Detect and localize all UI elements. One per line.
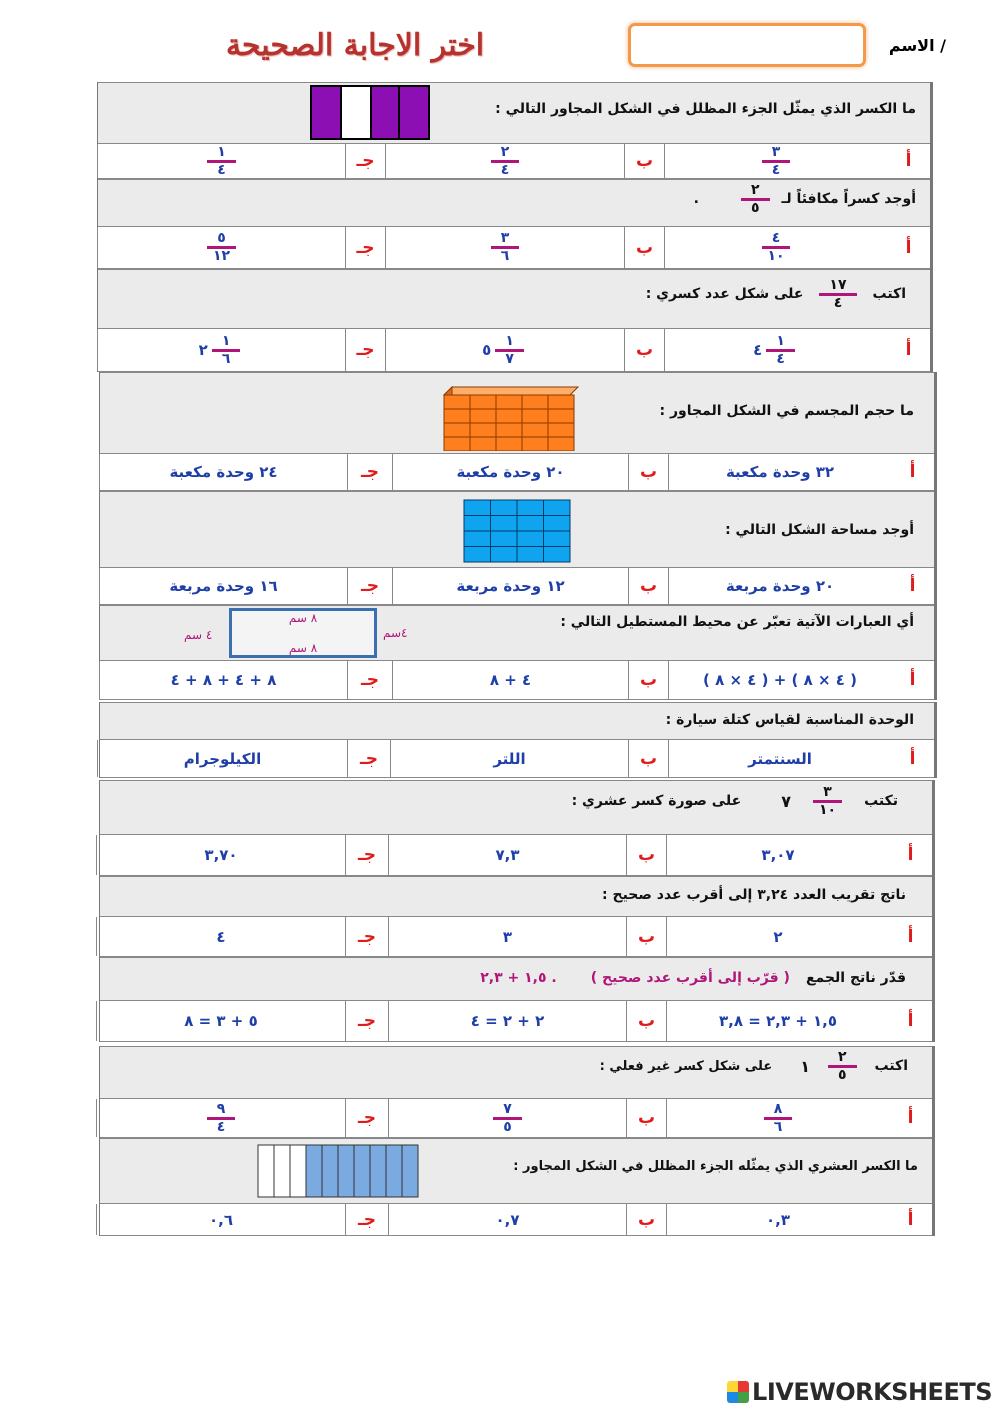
option-a[interactable]: $\frac{٨}{٦}$ xyxy=(666,1099,889,1137)
question-10 xyxy=(100,957,932,1001)
name-label: الاسم / xyxy=(888,36,946,55)
figure-cell xyxy=(290,1145,306,1197)
answers-2 xyxy=(98,227,930,269)
figure-cell xyxy=(386,1145,402,1197)
letter-c: جـ xyxy=(345,329,385,371)
option-c[interactable]: $\frac{٥}{١٢}$ xyxy=(97,227,345,268)
option-a[interactable]: ٢٠ وحدة مربعة xyxy=(668,568,891,604)
figure-cell xyxy=(470,395,496,409)
figure-cell xyxy=(370,1145,386,1197)
area-grid-figure xyxy=(462,498,572,564)
bar-part xyxy=(341,86,371,139)
option-b[interactable]: ٢٠ وحدة مكعبة xyxy=(392,454,628,490)
letter-c: جـ xyxy=(345,1099,388,1137)
question-9 xyxy=(100,876,932,917)
letter-b: ب xyxy=(624,329,664,371)
question-12-text: ما الكسر العشري الذي يمثّله الجزء المظلل في الشكل المجاور : xyxy=(513,1159,918,1174)
option-c[interactable]: $\frac{١}{٦}$ ٢ xyxy=(97,329,345,371)
letter-a: أ xyxy=(907,1209,914,1230)
letter-a: أ xyxy=(907,1011,914,1031)
figure-cell xyxy=(274,1145,290,1197)
letter-a: أ xyxy=(907,1108,914,1128)
option-a[interactable]: $\frac{٣}{٤}$ xyxy=(664,144,887,178)
cuboid-figure xyxy=(438,379,582,451)
rect-right-label: ٤سم xyxy=(383,626,408,640)
letter-b: ب xyxy=(626,1204,666,1235)
question-2-text: أوجد كسراً مكافئاً لـ $\frac{٢}{٥}$ . xyxy=(693,182,916,216)
figure-cell xyxy=(496,395,522,409)
figure-cell xyxy=(522,395,548,409)
question-3 xyxy=(98,269,930,329)
block-2 xyxy=(99,372,937,700)
figure-cell xyxy=(258,1145,274,1197)
option-c[interactable]: ٣,٧٠ xyxy=(96,835,345,875)
letter-c: جـ xyxy=(345,917,388,956)
answers-3 xyxy=(98,329,930,372)
question-8 xyxy=(100,780,932,835)
letter-b: ب xyxy=(628,454,668,490)
letter-c: جـ xyxy=(345,835,388,875)
answers-4 xyxy=(100,454,934,491)
figure-cell xyxy=(517,516,544,532)
question-2 xyxy=(98,179,930,227)
question-4 xyxy=(100,372,934,454)
figure-cell xyxy=(548,437,574,451)
letter-b: ب xyxy=(628,740,668,777)
option-a[interactable]: ١,٥ + ٢,٣ = ٣,٨ xyxy=(666,1001,889,1041)
question-9-text: ناتج تقريب العدد ٣,٢٤ إلى أقرب عدد صحيح : xyxy=(602,887,906,903)
figure-cell xyxy=(522,409,548,423)
figure-cell xyxy=(464,547,491,563)
option-c[interactable]: ٠,٦ xyxy=(96,1204,345,1235)
figure-cell xyxy=(354,1145,370,1197)
option-c[interactable]: الكيلوجرام xyxy=(97,740,347,777)
block-1 xyxy=(97,82,933,372)
figure-cell xyxy=(306,1145,322,1197)
option-a[interactable]: $\frac{١}{٤}$ ٤ xyxy=(664,329,887,371)
letter-a: أ xyxy=(909,748,916,769)
option-b[interactable]: ١٢ وحدة مربعة xyxy=(392,568,628,604)
figure-cell xyxy=(544,516,571,532)
figure-cell xyxy=(464,531,491,547)
block-3 xyxy=(99,702,937,778)
answers-8 xyxy=(100,835,932,876)
option-c[interactable]: ٢٤ وحدة مكعبة xyxy=(99,454,347,490)
letter-b: ب xyxy=(624,144,664,178)
figure-cell xyxy=(544,531,571,547)
option-a[interactable]: ٢ xyxy=(666,917,889,956)
letter-c: جـ xyxy=(347,568,392,604)
letter-b: ب xyxy=(628,661,668,699)
letter-c: جـ xyxy=(345,1204,388,1235)
answers-6 xyxy=(100,661,934,700)
answers-5 xyxy=(100,568,934,605)
figure-cell xyxy=(548,423,574,437)
question-12 xyxy=(100,1138,932,1204)
letter-b: ب xyxy=(626,835,666,875)
figure-cell xyxy=(444,437,470,451)
figure-cell xyxy=(464,500,491,516)
question-11-text: اكتب $\frac{٢}{٥}$ ١ على شكل كسر غير فعلي : xyxy=(599,1049,908,1083)
question-8-text: تكتب $\frac{٣}{١٠}$ ٧ على صورة كسر عشري : xyxy=(571,784,898,818)
worksheet-title: اختر الاجابة الصحيحة xyxy=(225,28,485,63)
letter-a: أ xyxy=(909,462,916,482)
figure-cell xyxy=(522,437,548,451)
figure-cell xyxy=(496,409,522,423)
rect-top-label: ٨ سم xyxy=(288,611,318,625)
question-3-text: اكتب $\frac{١٧}{٤}$ على شكل عدد كسري : xyxy=(645,277,906,311)
bar-part xyxy=(399,86,429,139)
figure-cell xyxy=(491,500,518,516)
question-7-text: الوحدة المناسبة لقياس كتلة سيارة : xyxy=(665,712,914,728)
figure-cell xyxy=(444,423,470,437)
letter-b: ب xyxy=(624,227,664,268)
question-4-text: ما حجم المجسم في الشكل المجاور : xyxy=(659,403,914,419)
rect-left-label: ٤ سم xyxy=(184,628,213,642)
figure-cell xyxy=(491,516,518,532)
figure-cell xyxy=(491,531,518,547)
option-b[interactable]: ٣ xyxy=(388,917,626,956)
figure-cell xyxy=(548,409,574,423)
figure-cell xyxy=(322,1145,338,1197)
rect-bottom-label: ٨ سم xyxy=(288,641,318,655)
question-10-text: قدّر ناتج الجمع ( قرّب إلى أقرب عدد صحيح ) . ١,٥ + ٢,٣ xyxy=(480,970,906,986)
figure-cell xyxy=(517,547,544,563)
figure-cell xyxy=(496,437,522,451)
option-a[interactable]: $\frac{٤}{١٠}$ xyxy=(664,227,887,268)
figure-cell xyxy=(470,409,496,423)
letter-c: جـ xyxy=(345,227,385,268)
name-input[interactable] xyxy=(628,23,866,67)
liveworksheets-logo: LIVEWORKSHEETS xyxy=(727,1378,992,1406)
question-7 xyxy=(100,702,934,740)
answers-10 xyxy=(100,1001,932,1042)
letter-a: أ xyxy=(907,845,914,865)
logo-icon xyxy=(727,1381,749,1403)
figure-cell xyxy=(548,395,574,409)
bar-part xyxy=(371,86,399,139)
area-grid xyxy=(464,500,570,562)
letter-b: ب xyxy=(626,1099,666,1137)
figure-cell xyxy=(522,423,548,437)
decimal-bar xyxy=(258,1145,418,1197)
option-b[interactable]: $\frac{١}{٧}$ ٥ xyxy=(385,329,624,371)
letter-a: أ xyxy=(909,670,916,690)
question-1-text: ما الكسر الذي يمثّل الجزء المظلل في الشكل المجاور التالي : xyxy=(495,101,916,117)
letter-c: جـ xyxy=(347,454,392,490)
bar-part xyxy=(311,86,341,139)
option-b[interactable]: $\frac{٢}{٤}$ xyxy=(385,144,624,178)
answers-1 xyxy=(98,144,930,179)
option-a[interactable]: ٣,٠٧ xyxy=(666,835,889,875)
option-b[interactable]: ٠,٧ xyxy=(388,1204,626,1235)
figure-cell xyxy=(517,500,544,516)
block-5 xyxy=(99,1046,935,1236)
question-11 xyxy=(100,1046,932,1099)
option-b[interactable]: $\frac{٧}{٥}$ xyxy=(388,1099,626,1137)
letter-a: أ xyxy=(905,340,912,360)
block-4 xyxy=(99,780,935,1042)
decimal-bar-figure xyxy=(256,1143,420,1199)
option-c[interactable]: $\frac{١}{٤}$ xyxy=(97,144,345,178)
option-b[interactable]: ٢ + ٢ = ٤ xyxy=(388,1001,626,1041)
question-6 xyxy=(100,605,934,661)
option-a[interactable]: ( ٤ × ٨ ) + ( ٤ × ٨ ) xyxy=(668,661,891,699)
figure-cell xyxy=(470,437,496,451)
figure-cell xyxy=(544,547,571,563)
letter-a: أ xyxy=(909,576,916,596)
option-b[interactable]: $\frac{٣}{٦}$ xyxy=(385,227,624,268)
option-a[interactable]: ٠,٣ xyxy=(666,1204,889,1235)
figure-cell xyxy=(544,500,571,516)
option-c[interactable]: ٨ + ٤ + ٨ + ٤ xyxy=(99,661,347,699)
option-a[interactable]: السنتمتر xyxy=(668,740,891,777)
letter-a: أ xyxy=(905,151,912,171)
letter-c: جـ xyxy=(347,661,392,699)
option-c[interactable]: $\frac{٩}{٤}$ xyxy=(96,1099,345,1137)
figure-cell xyxy=(444,409,470,423)
question-1 xyxy=(98,82,930,144)
answers-7 xyxy=(100,740,934,778)
question-5 xyxy=(100,491,934,568)
option-b[interactable]: اللتر xyxy=(390,740,628,777)
letter-c: جـ xyxy=(345,1001,388,1041)
figure-cell xyxy=(444,395,470,409)
figure-cell xyxy=(491,547,518,563)
letter-a: أ xyxy=(905,237,912,258)
letter-b: ب xyxy=(628,568,668,604)
letter-b: ب xyxy=(626,917,666,956)
figure-cell xyxy=(496,423,522,437)
figure-cell xyxy=(464,516,491,532)
figure-cell xyxy=(402,1145,418,1197)
option-a[interactable]: ٣٢ وحدة مكعبة xyxy=(668,454,891,490)
fraction-bar-figure xyxy=(309,84,431,141)
option-b[interactable]: ٤ + ٨ xyxy=(392,661,628,699)
option-c[interactable]: ٤ xyxy=(96,917,345,956)
option-c[interactable]: ٥ + ٣ = ٨ xyxy=(96,1001,345,1041)
letter-a: أ xyxy=(907,926,914,947)
answers-11 xyxy=(100,1099,932,1138)
letter-b: ب xyxy=(626,1001,666,1041)
figure-cell xyxy=(517,531,544,547)
answers-9 xyxy=(100,917,932,957)
rectangle-figure xyxy=(229,608,377,658)
question-5-text: أوجد مساحة الشكل التالي : xyxy=(725,522,914,538)
option-b[interactable]: ٧,٣ xyxy=(388,835,626,875)
letter-c: جـ xyxy=(347,740,390,777)
figure-cell xyxy=(338,1145,354,1197)
option-c[interactable]: ١٦ وحدة مربعة xyxy=(99,568,347,604)
cuboid-front xyxy=(444,395,574,451)
letter-c: جـ xyxy=(345,144,385,178)
answers-12 xyxy=(100,1204,932,1236)
figure-cell xyxy=(470,423,496,437)
question-6-text: أي العبارات الآتية تعبّر عن محيط المستطيل التالي : xyxy=(560,614,914,630)
